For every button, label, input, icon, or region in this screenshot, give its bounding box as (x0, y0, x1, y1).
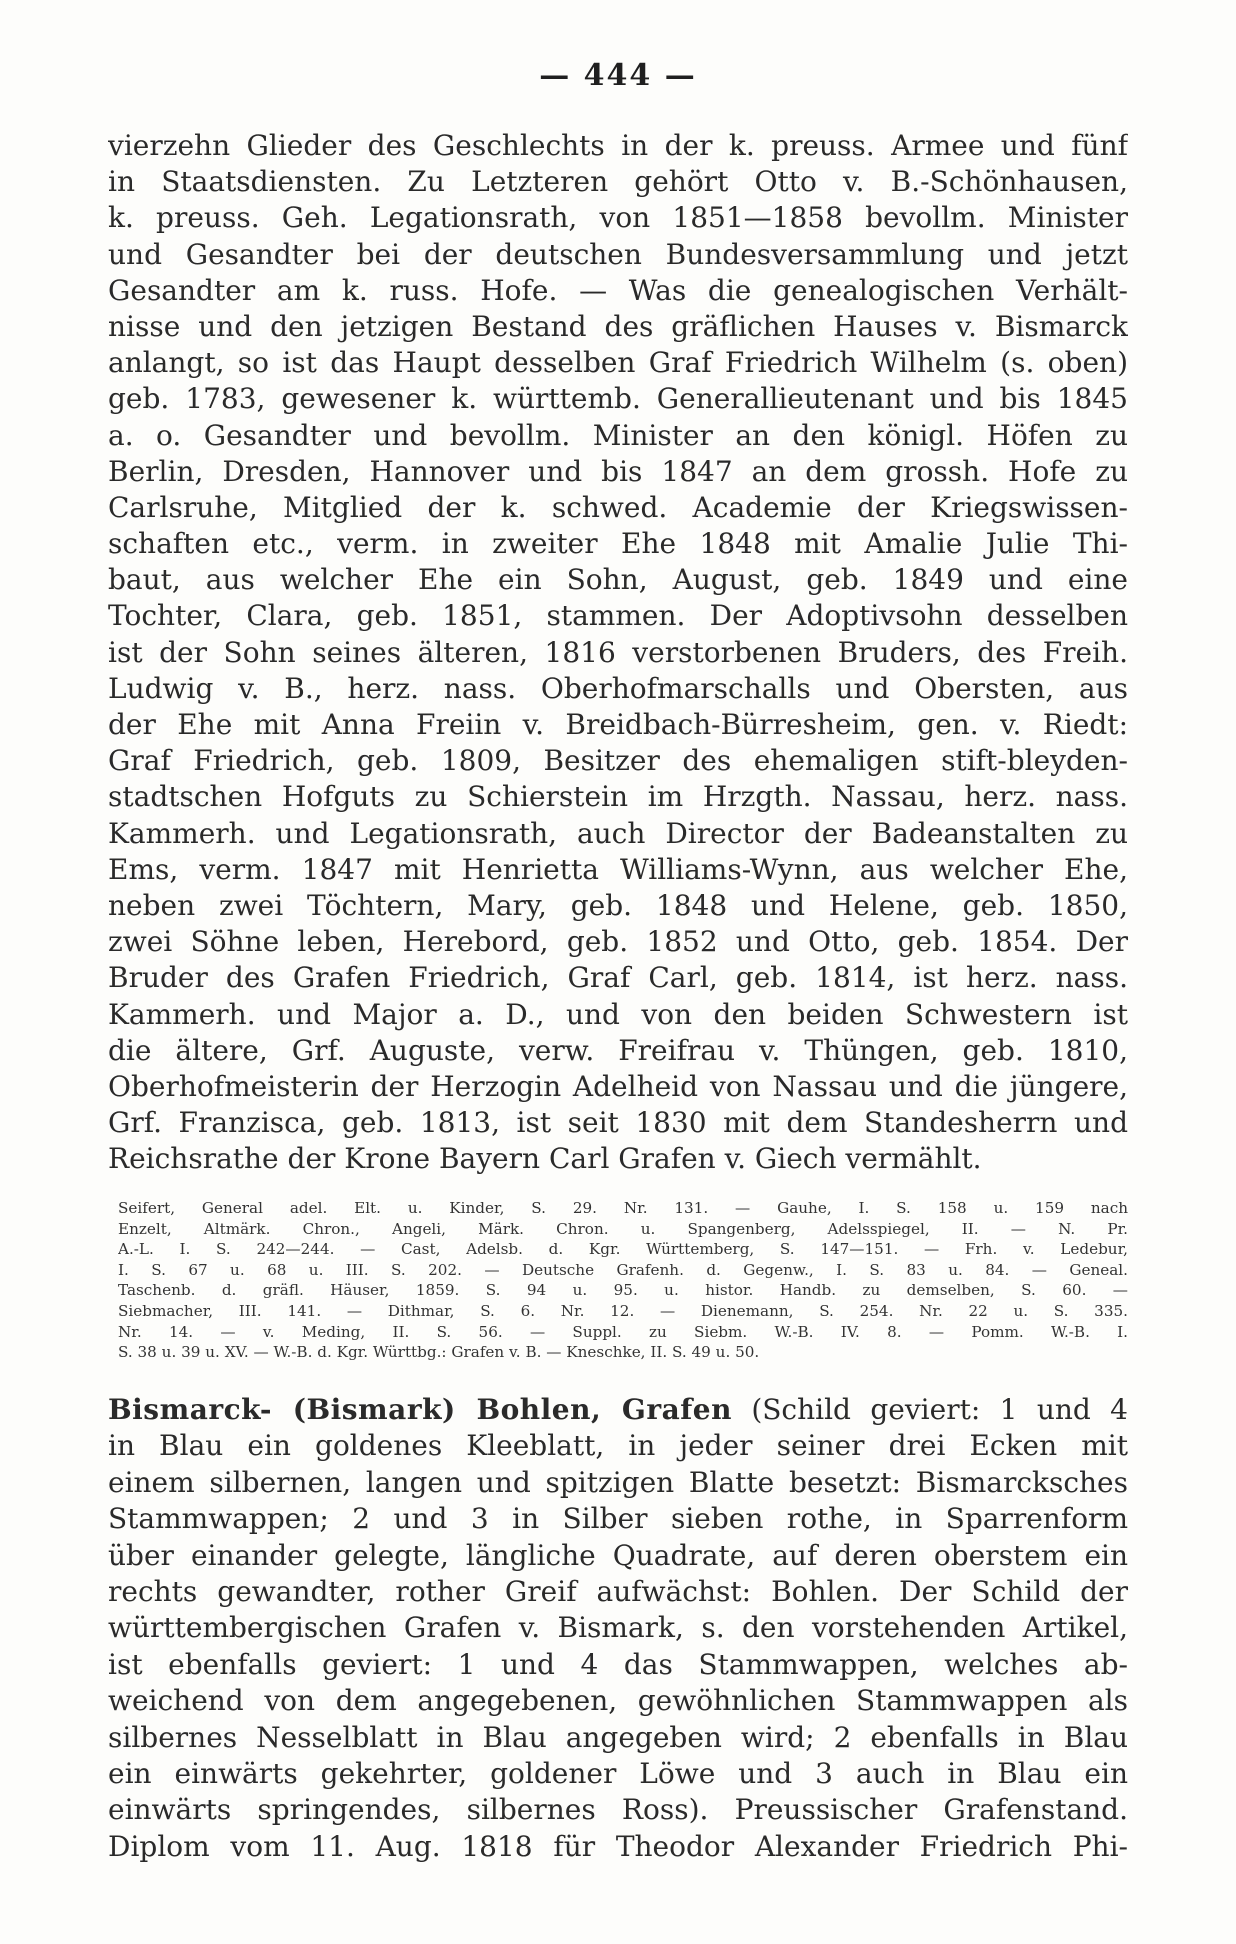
text-line: Bruder des Grafen Friedrich, Graf Carl, geb. 1814, ist herz. nass. (108, 961, 1128, 995)
text-line: in Staatsdiensten. Zu Letzteren gehört Otto v. B.-Schönhausen, (108, 165, 1128, 199)
text-line: Ludwig v. B., herz. nass. Oberhofmarschalls und Obersten, aus (108, 671, 1128, 705)
reference-line: A.-L. I. S. 242—244. — Cast, Adelsb. d. Kgr. Württemberg, S. 147—151. — Frh. v. Ledebur, (118, 1240, 1128, 1259)
text-line: baut, aus welcher Ehe ein Sohn, August, geb. 1849 und eine (108, 563, 1128, 597)
text-line: Reichsrathe der Krone Bayern Carl Grafen v. Giech vermählt. (108, 1142, 982, 1176)
text-line: nisse und den jetzigen Bestand des gräflichen Hauses v. Bismarck (108, 309, 1128, 343)
text-line: zwei Söhne leben, Herebord, geb. 1852 und Otto, geb. 1854. Der (108, 925, 1128, 959)
page-number: — 444 — (539, 58, 697, 93)
text-line: württembergischen Grafen v. Bismark, s. den vorstehenden Artikel, (108, 1611, 1128, 1645)
reference-line: S. 38 u. 39 u. XV. — W.-B. d. Kgr. Württbg.: Grafen v. B. — Kneschke, II. S. 49 u. 50. (118, 1343, 760, 1362)
text-line: Stammwappen; 2 und 3 in Silber sieben rothe, in Sparrenform (108, 1502, 1128, 1536)
text-line: ist der Sohn seines älteren, 1816 verstorbenen Bruders, des Freih. (108, 635, 1128, 669)
text-line: Grf. Franzisca, geb. 1813, ist seit 1830 mit dem Standesherrn und (108, 1106, 1128, 1140)
text-line: a. o. Gesandter und bevollm. Minister an den königl. Höfen zu (108, 418, 1128, 452)
text-line: k. preuss. Geh. Legationsrath, von 1851—1858 bevollm. Minister (108, 201, 1128, 235)
reference-line: Seifert, General adel. Elt. u. Kinder, S. 29. Nr. 131. — Gauhe, I. S. 158 u. 159 nach (118, 1199, 1128, 1217)
text-line: Graf Friedrich, geb. 1809, Besitzer des ehemaligen stift-bleyden- (108, 744, 1128, 778)
text-line: Carlsruhe, Mitglied der k. schwed. Academie der Kriegswissen- (108, 490, 1128, 524)
article-first-line-text: (Schild geviert: 1 und 4 (731, 1393, 1128, 1426)
text-line: schaften etc., verm. in zweiter Ehe 1848 mit Amalie Julie Thi- (108, 527, 1128, 561)
text-line: einwärts springendes, silbernes Ross). Preussischer Grafenstand. (108, 1793, 1128, 1827)
text-line: der Ehe mit Anna Freiin v. Breidbach-Bürresheim, gen. v. Riedt: (108, 708, 1128, 741)
text-line: silbernes Nesselblatt in Blau angegeben wird; 2 ebenfalls in Blau (108, 1720, 1128, 1754)
reference-line: I. S. 67 u. 68 u. III. S. 202. — Deutsche Grafenh. d. Gegenw., I. S. 83 u. 84. — Geneal. (118, 1260, 1128, 1279)
reference-line: Nr. 14. — v. Meding, II. S. 56. — Suppl. zu Siebm. W.-B. IV. 8. — Pomm. W.-B. I. (118, 1322, 1128, 1341)
text-line: rechts gewandter, rother Greif aufwächst: Bohlen. Der Schild der (108, 1574, 1128, 1608)
text-line: Kammerh. und Major a. D., und von den beiden Schwestern ist (108, 997, 1128, 1031)
text-line: über einander gelegte, längliche Quadrate, auf deren oberstem ein (108, 1538, 1128, 1572)
text-line: Gesandter am k. russ. Hofe. — Was die genealogischen Verhält- (108, 273, 1128, 307)
text-line: ist ebenfalls geviert: 1 und 4 das Stammwappen, welches ab- (108, 1647, 1128, 1681)
text-line: Tochter, Clara, geb. 1851, stammen. Der Adoptivsohn desselben (108, 599, 1128, 633)
text-line: anlangt, so ist das Haupt desselben Graf Friedrich Wilhelm (s. oben) (108, 346, 1128, 380)
text-line: weichend von dem angegebenen, gewöhnlichen Stammwappen als (108, 1684, 1128, 1718)
text-line: Berlin, Dresden, Hannover und bis 1847 an dem grossh. Hofe zu (108, 454, 1128, 488)
text-line: Kammerh. und Legationsrath, auch Director der Badeanstalten zu (108, 816, 1128, 850)
article-first-line (108, 1392, 1128, 1428)
reference-line: Siebmacher, III. 141. — Dithmar, S. 6. Nr. 12. — Dienemann, S. 254. Nr. 22 u. S. 335. (118, 1301, 1128, 1320)
text-line: Diplom vom 11. Aug. 1818 für Theodor Alexander Friedrich Phi- (108, 1829, 1128, 1863)
text-line: Oberhofmeisterin der Herzogin Adelheid von Nassau und die jüngere, (108, 1069, 1128, 1103)
text-line: geb. 1783, gewesener k. württemb. Generallieutenant und bis 1845 (108, 382, 1128, 416)
main-text-block (108, 128, 1128, 1177)
text-line: Ems, verm. 1847 mit Henrietta Williams-Wynn, aus welcher Ehe, (108, 852, 1128, 886)
references-block (118, 1198, 1128, 1363)
text-line: die ältere, Grf. Auguste, verw. Freifrau v. Thüngen, geb. 1810, (108, 1033, 1128, 1067)
text-line: ein einwärts gekehrter, goldener Löwe und 3 auch in Blau ein (108, 1756, 1128, 1790)
text-line: stadtschen Hofguts zu Schierstein im Hrzgth. Nassau, herz. nass. (108, 780, 1128, 814)
article-block (108, 1392, 1128, 1865)
reference-line: Enzelt, Altmärk. Chron., Angeli, Märk. Chron. u. Spangenberg, Adelsspiegel, II. — N. Pr. (118, 1219, 1128, 1238)
text-line: in Blau ein goldenes Kleeblatt, in jeder seiner drei Ecken mit (108, 1429, 1128, 1463)
text-line: und Gesandter bei der deutschen Bundesversammlung und jetzt (108, 237, 1128, 271)
text-line: vierzehn Glieder des Geschlechts in der k. preuss. Armee und fünf (108, 129, 1128, 162)
reference-line: Taschenb. d. gräfl. Häuser, 1859. S. 94 u. 95. u. histor. Handb. zu demselben, S. 60. — (118, 1281, 1128, 1300)
article-headword: Bismarck- (Bismark) Bohlen, Grafen (108, 1393, 732, 1426)
text-line: einem silbernen, langen und spitzigen Blatte besetzt: Bismarcksches (108, 1465, 1128, 1499)
text-line: neben zwei Töchtern, Mary, geb. 1848 und Helene, geb. 1850, (108, 888, 1128, 922)
